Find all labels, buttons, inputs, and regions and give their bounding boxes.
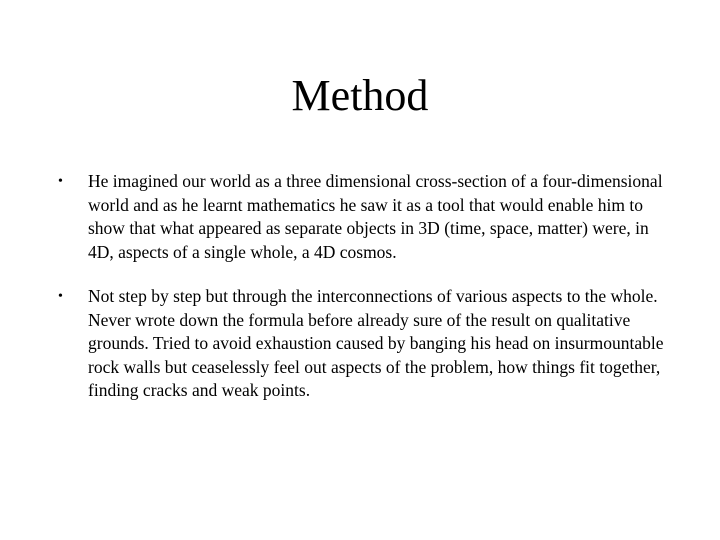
bullet-icon: • [58, 289, 63, 304]
bullet-item-2 [58, 285, 666, 403]
bullet-text-2: Not step by step but through the interconnections of various aspects to the whole. Never wrote down the formula before already sure of the result on qualitative grounds. Tried to avoid exhaustion caused by banging his head on insurmountable rock walls but ceaselessly feel out aspects of the problem, how things fit together, finding cracks and weak points. [88, 286, 664, 400]
bullet-icon: • [58, 174, 63, 189]
bullet-text-1: He imagined our world as a three dimensional cross-section of a four-dimensional world and as he learnt mathematics he saw it as a tool that would enable him to show that what appeared as separate objects in 3D (time, space, matter) were, in 4D, aspects of a single whole, a 4D cosmos. [88, 171, 663, 262]
slide-title: Method [291, 71, 429, 120]
bullet-list [58, 170, 666, 424]
bullet-item-1 [58, 170, 666, 264]
